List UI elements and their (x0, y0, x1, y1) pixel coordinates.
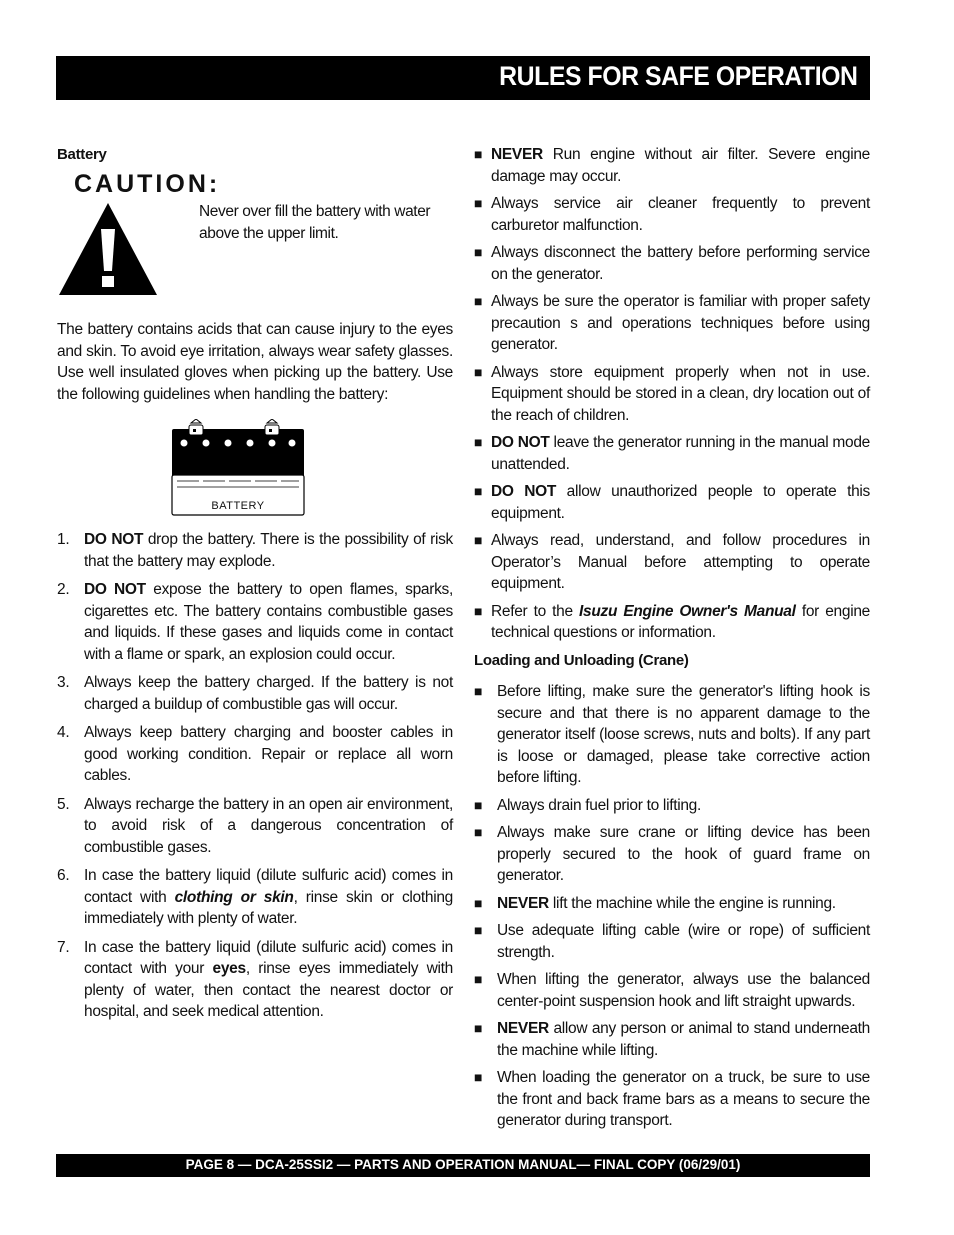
list-item (474, 144, 870, 187)
bullet-square-icon: ■ (474, 796, 483, 813)
bullet-square-icon: ■ (474, 971, 483, 987)
item-emphasis: eyes (212, 960, 246, 977)
item-bold: DO NOT (491, 483, 557, 500)
warning-triangle-icon (57, 201, 159, 297)
item-text: Always disconnect the battery before performing service on the generator. (491, 244, 870, 283)
item-bold: DO NOT (84, 531, 144, 548)
item-number: 6. (57, 867, 70, 884)
loading-list (474, 681, 870, 1132)
item-text: Use adequate lifting cable (wire or rope) of sufficient strength. (497, 922, 870, 961)
item-number: 5. (57, 795, 70, 813)
safety-list (474, 144, 870, 644)
list-item (57, 937, 453, 1023)
list-item (474, 893, 870, 915)
battery-heading: Battery (57, 146, 107, 163)
item-number: 1. (57, 531, 70, 548)
item-number: 3. (57, 674, 70, 691)
item-text: Always store equipment properly when not in use. Equipment should be stored in a clean, dry location out of the reach of children. (491, 363, 870, 424)
item-text: When loading the generator on a truck, be sure to use the front and back frame bars as a means to secure the generator during transport. (497, 1069, 870, 1129)
list-item (474, 969, 870, 1012)
list-item (57, 529, 453, 572)
list-item (57, 722, 453, 787)
bullet-square-icon: ■ (474, 922, 483, 938)
item-text: leave the generator running in the manual mode unattended. (491, 434, 870, 473)
bullet-square-icon: ■ (474, 1069, 483, 1085)
list-item (474, 1067, 870, 1132)
bullet-square-icon: ■ (474, 894, 483, 911)
loading-heading: Loading and Unloading (Crane) (474, 651, 689, 669)
item-text: In case the battery liquid (dilute sulfuric acid) comes in contact with (84, 867, 453, 906)
item-text: Always keep the battery charged. If the battery is not charged a buildup of combustible gas will occur. (84, 674, 453, 713)
left-column (57, 144, 453, 1030)
list-item (474, 920, 870, 963)
bullet-square-icon: ■ (474, 244, 483, 260)
item-number: 4. (57, 724, 70, 741)
item-text: In case the battery liquid (dilute sulfuric acid) comes in contact with your (84, 938, 453, 977)
item-text: Run engine without air filter. Severe engine damage may occur. (491, 146, 870, 185)
item-emphasis: clothing or skin (174, 888, 294, 906)
footer-text: PAGE 8 — DCA-25SSI2 — PARTS AND OPERATION MANUAL— FINAL COPY (06/29/01) (185, 1157, 741, 1172)
caution-block (57, 195, 453, 305)
item-text: Before lifting, make sure the generator's lifting hook is secure and that there is no apparent damage to the generator itself (loose screws, nuts and bolts). If any part is loose or damaged, please take corrective action before lifting. (497, 683, 870, 786)
list-item (474, 242, 870, 285)
item-text: allow any person or animal to stand underneath the machine while lifting. (497, 1020, 870, 1059)
bullet-square-icon: ■ (474, 146, 483, 162)
bullet-square-icon: ■ (474, 532, 483, 548)
battery-figure (169, 419, 453, 517)
list-item (57, 672, 453, 715)
bullet-square-icon: ■ (474, 1020, 483, 1036)
caution-label: CAUTION: (74, 169, 221, 198)
item-text: Always be sure the operator is familiar with proper safety precaution s and operations techniques before using generator. (491, 293, 870, 353)
bullet-square-icon: ■ (474, 293, 483, 309)
list-item (474, 601, 870, 644)
list-item (57, 579, 453, 665)
item-text: Always drain fuel prior to lifting. (497, 796, 702, 814)
bullet-square-icon: ■ (474, 824, 483, 840)
right-column (474, 144, 870, 1138)
page-title: RULES FOR SAFE OPERATION (499, 61, 858, 91)
bullet-square-icon: ■ (474, 483, 483, 499)
list-item (474, 681, 870, 789)
item-text: , rinse eyes immediately with plenty of water, then contact the nearest doctor or hospital, and seek medical attention. (84, 960, 453, 1020)
bullet-square-icon: ■ (474, 683, 483, 699)
list-item (474, 530, 870, 595)
item-text: Always service air cleaner frequently to prevent carburetor malfunction. (491, 195, 870, 234)
item-text: lift the machine while the engine is running. (548, 894, 836, 912)
item-text: for engine technical questions or information. (491, 602, 870, 641)
item-bold: NEVER (497, 894, 549, 912)
list-item (57, 794, 453, 859)
item-text: Always make sure crane or lifting device has been properly secured to the hook of guard frame on generator. (497, 824, 870, 884)
footer-bar (56, 1154, 870, 1177)
item-text: drop the battery. There is the possibility of risk that the battery may explode. (84, 531, 453, 570)
bullet-square-icon: ■ (474, 434, 483, 450)
bullet-square-icon: ■ (474, 195, 483, 211)
item-text: Always read, understand, and follow procedures in Operator’s Manual before attempting to operate equipment. (491, 532, 870, 592)
list-item (474, 362, 870, 427)
item-text: When lifting the generator, always use the balanced center-point suspension hook and lift straight upwards. (497, 971, 870, 1010)
item-bold: DO NOT (491, 434, 550, 451)
bullet-square-icon: ■ (474, 602, 483, 619)
title-bar (56, 56, 870, 100)
bullet-square-icon: ■ (474, 363, 483, 380)
list-item (474, 481, 870, 524)
caution-text: Never over fill the battery with water above the upper limit. (199, 203, 431, 242)
item-bold: DO NOT (84, 581, 146, 598)
item-text: Refer to the (491, 602, 579, 620)
item-text: expose the battery to open flames, sparks, cigarettes etc. The battery contains combustible gases and liquids. If these gases and liquids come in contact with a flame or spark, an explosion could occur. (84, 581, 453, 663)
list-item (57, 865, 453, 930)
item-number: 2. (57, 581, 70, 598)
item-text: Always keep battery charging and booster cables in good working condition. Repair or replace all worn cables. (84, 724, 453, 784)
item-emphasis: Isuzu Engine Owner's Manual (579, 602, 796, 620)
battery-label: BATTERY (211, 499, 265, 512)
item-bold: NEVER (497, 1020, 549, 1037)
item-text: Always recharge the battery in an open air environment, to avoid risk of a dangerous concentration of combustible gases. (84, 795, 453, 856)
list-item (474, 1018, 870, 1061)
battery-guidelines-list (57, 529, 453, 1023)
item-number: 7. (57, 938, 70, 956)
list-item (474, 795, 870, 817)
list-item (474, 822, 870, 887)
item-text: allow unauthorized people to operate this equipment. (491, 483, 870, 522)
item-text: , rinse skin or clothing immediately with plenty of water. (84, 888, 453, 927)
list-item (474, 291, 870, 356)
list-item (474, 193, 870, 236)
list-item (474, 432, 870, 475)
item-bold: NEVER (491, 146, 543, 163)
battery-intro: The battery contains acids that can cause injury to the eyes and skin. To avoid eye irritation, always wear safety glasses. Use well insulated gloves when picking up the battery. Use the following guidelines when handling the battery: (57, 321, 453, 403)
